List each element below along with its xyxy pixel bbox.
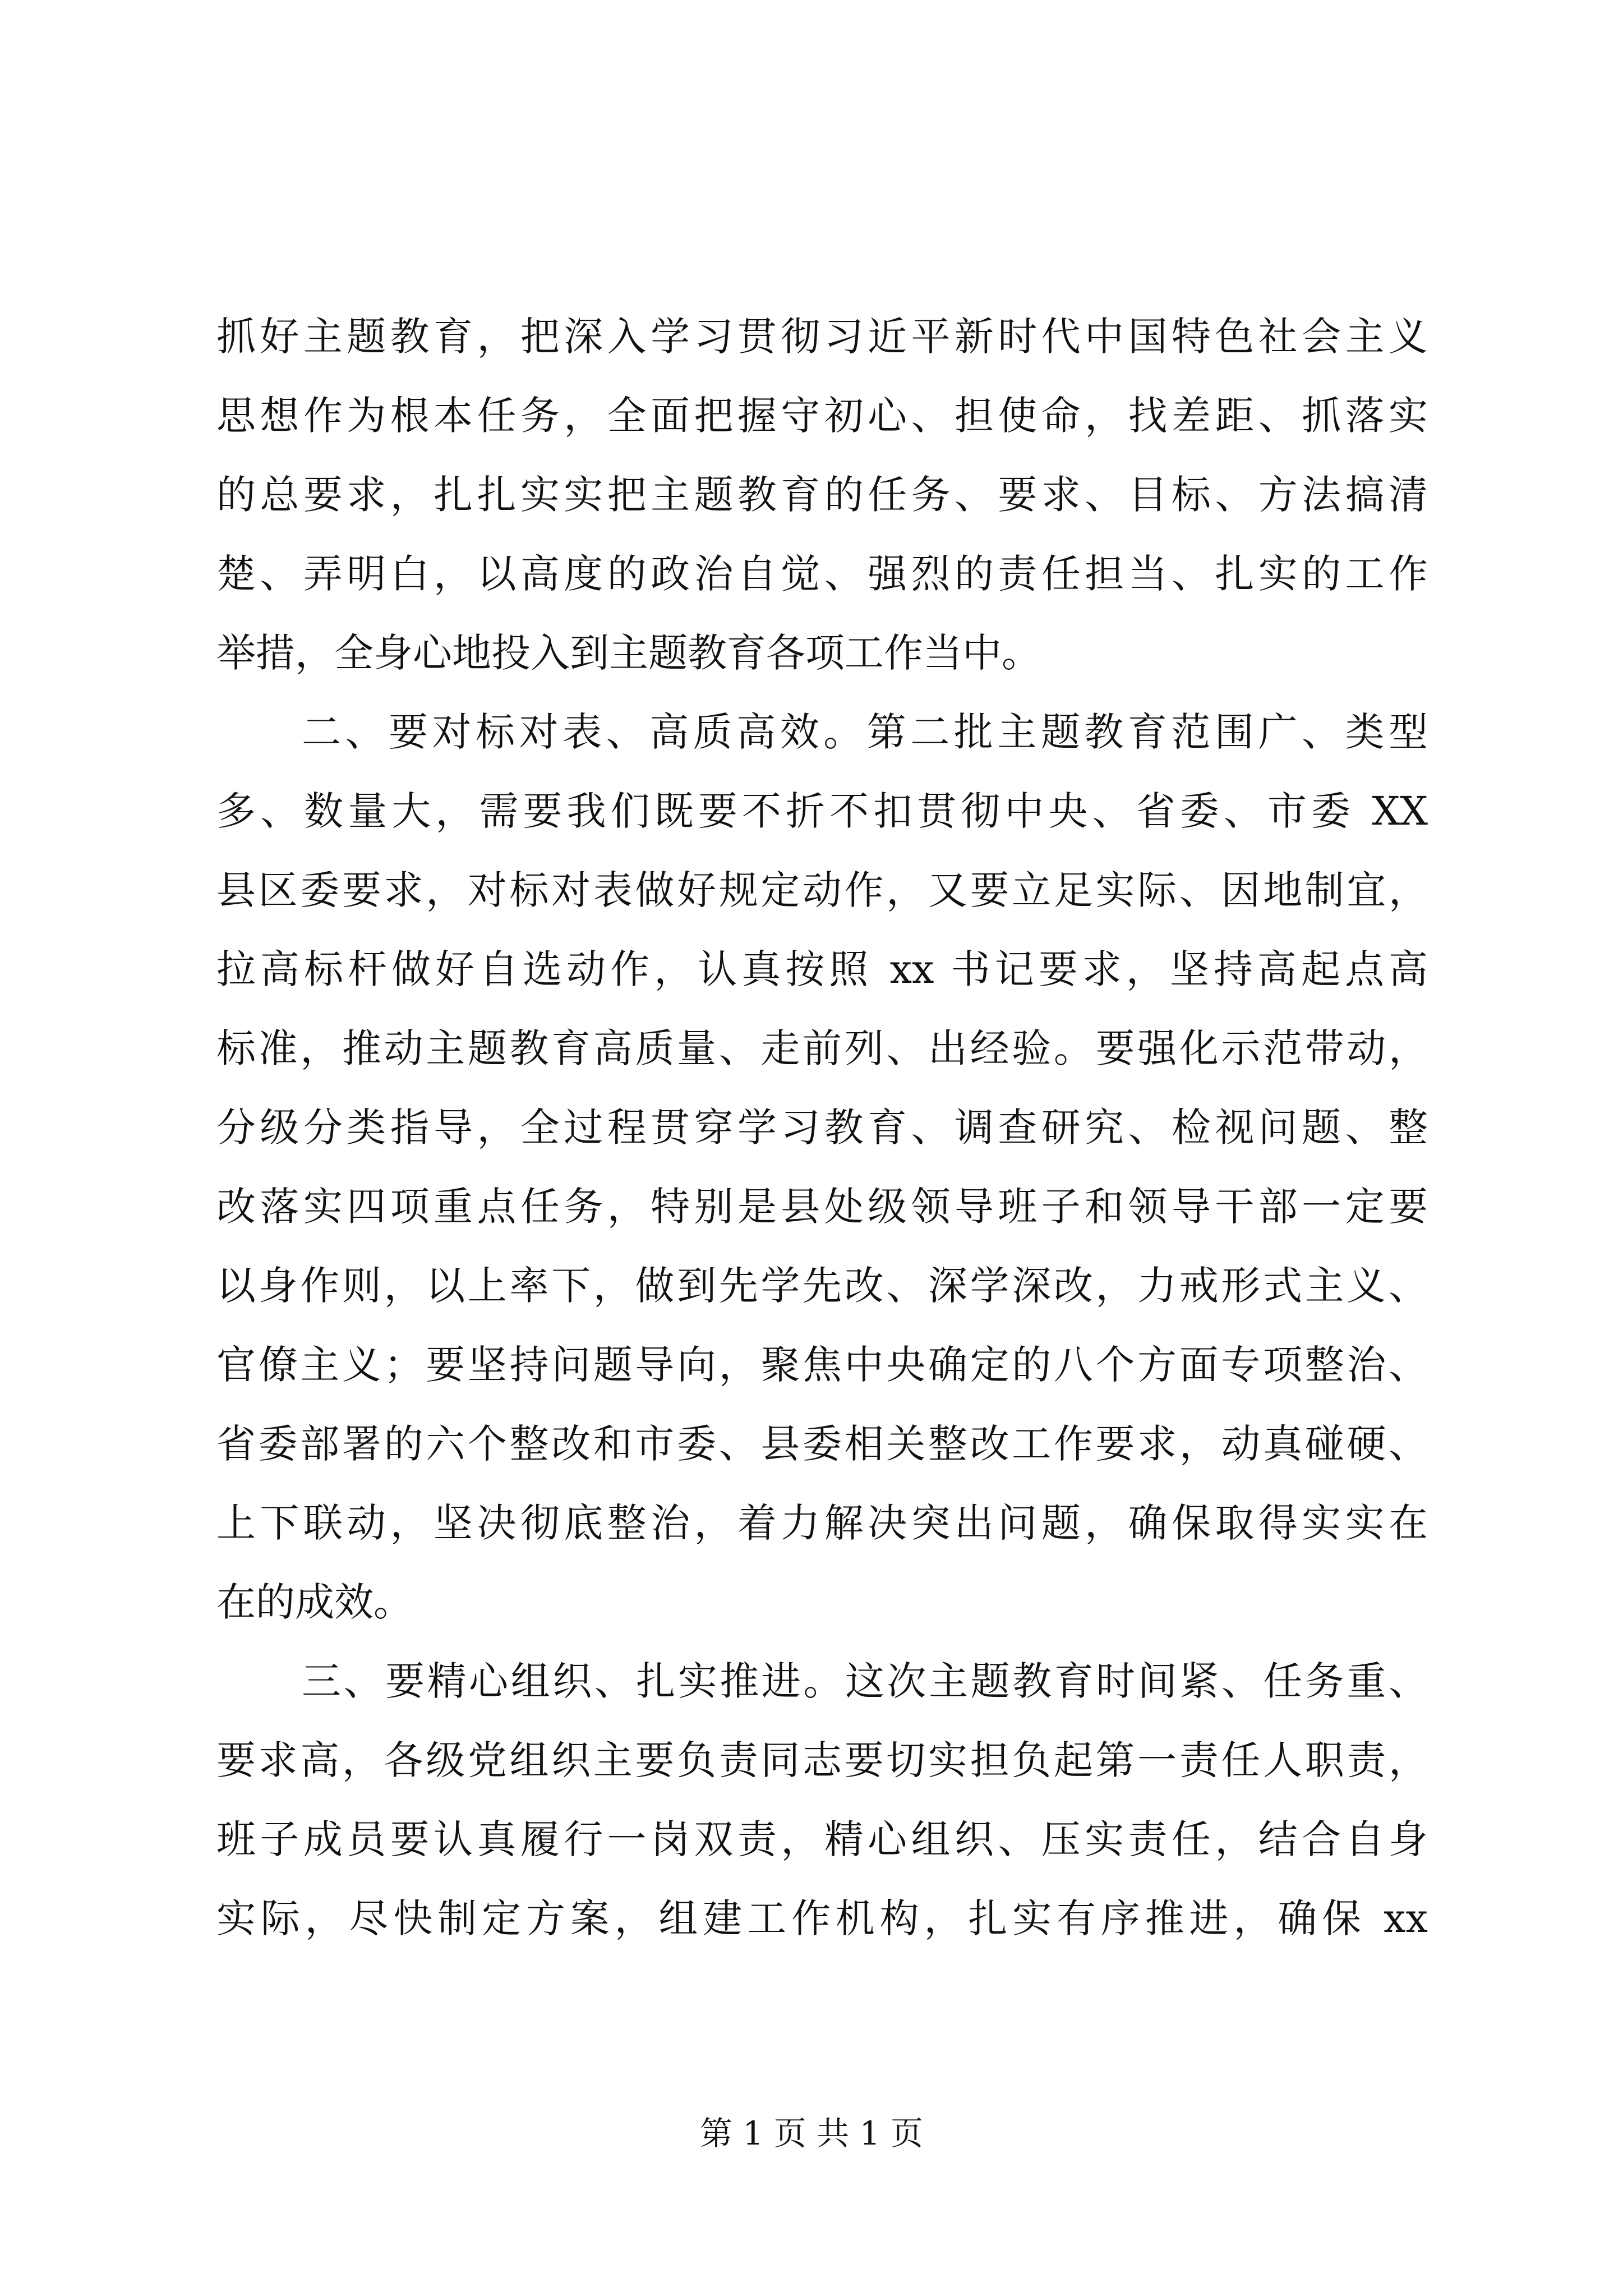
document-body	[216, 297, 1428, 1958]
text-line: 上下联动，坚决彻底整治，着力解决突出问题，确保取得实实在	[216, 1500, 1428, 1546]
text-line: 拉高标杆做好自选动作，认真按照 xx 书记要求，坚持高起点高	[216, 946, 1428, 992]
text-line: 要求高，各级党组织主要负责同志要切实担负起第一责任人职责，	[216, 1737, 1428, 1783]
text-line: 县区委要求，对标对表做好规定动作，又要立足实际、因地制宜，	[216, 867, 1428, 913]
text-line: 改落实四项重点任务，特别是县处级领导班子和领导干部一定要	[216, 1184, 1428, 1230]
text-line: 标准，推动主题教育高质量、走前列、出经验。要强化示范带动，	[216, 1025, 1428, 1071]
text-line: 实际，尽快制定方案，组建工作机构，扎实有序推进，确保 xx	[216, 1895, 1428, 1941]
text-line: 楚、弄明白，以高度的政治自觉、强烈的责任担当、扎实的工作	[216, 551, 1428, 597]
text-line: 三、要精心组织、扎实推进。这次主题教育时间紧、任务重、	[302, 1658, 1428, 1704]
text-line: 举措，全身心地投入到主题教育各项工作当中。	[216, 630, 1041, 676]
text-line: 省委部署的六个整改和市委、县委相关整改工作要求，动真碰硬、	[216, 1421, 1428, 1467]
text-line: 以身作则，以上率下，做到先学先改、深学深改，力戒形式主义、	[216, 1263, 1428, 1309]
text-line: 抓好主题教育，把深入学习贯彻习近平新时代中国特色社会主义	[216, 314, 1428, 360]
text-line: 的总要求，扎扎实实把主题教育的任务、要求、目标、方法搞清	[216, 472, 1428, 518]
text-line: 多、数量大，需要我们既要不折不扣贯彻中央、省委、市委 XX	[216, 788, 1428, 834]
page-footer: 第 1 页 共 1 页	[700, 2114, 923, 2152]
text-line: 在的成效。	[216, 1579, 413, 1625]
text-line: 分级分类指导，全过程贯穿学习教育、调查研究、检视问题、整	[216, 1105, 1428, 1151]
text-line: 二、要对标对表、高质高效。第二批主题教育范围广、类型	[302, 709, 1428, 755]
text-line: 思想作为根本任务，全面把握守初心、担使命，找差距、抓落实	[216, 393, 1428, 439]
text-line: 班子成员要认真履行一岗双责，精心组织、压实责任，结合自身	[216, 1816, 1428, 1862]
text-line: 官僚主义；要坚持问题导向，聚焦中央确定的八个方面专项整治、	[216, 1342, 1428, 1388]
